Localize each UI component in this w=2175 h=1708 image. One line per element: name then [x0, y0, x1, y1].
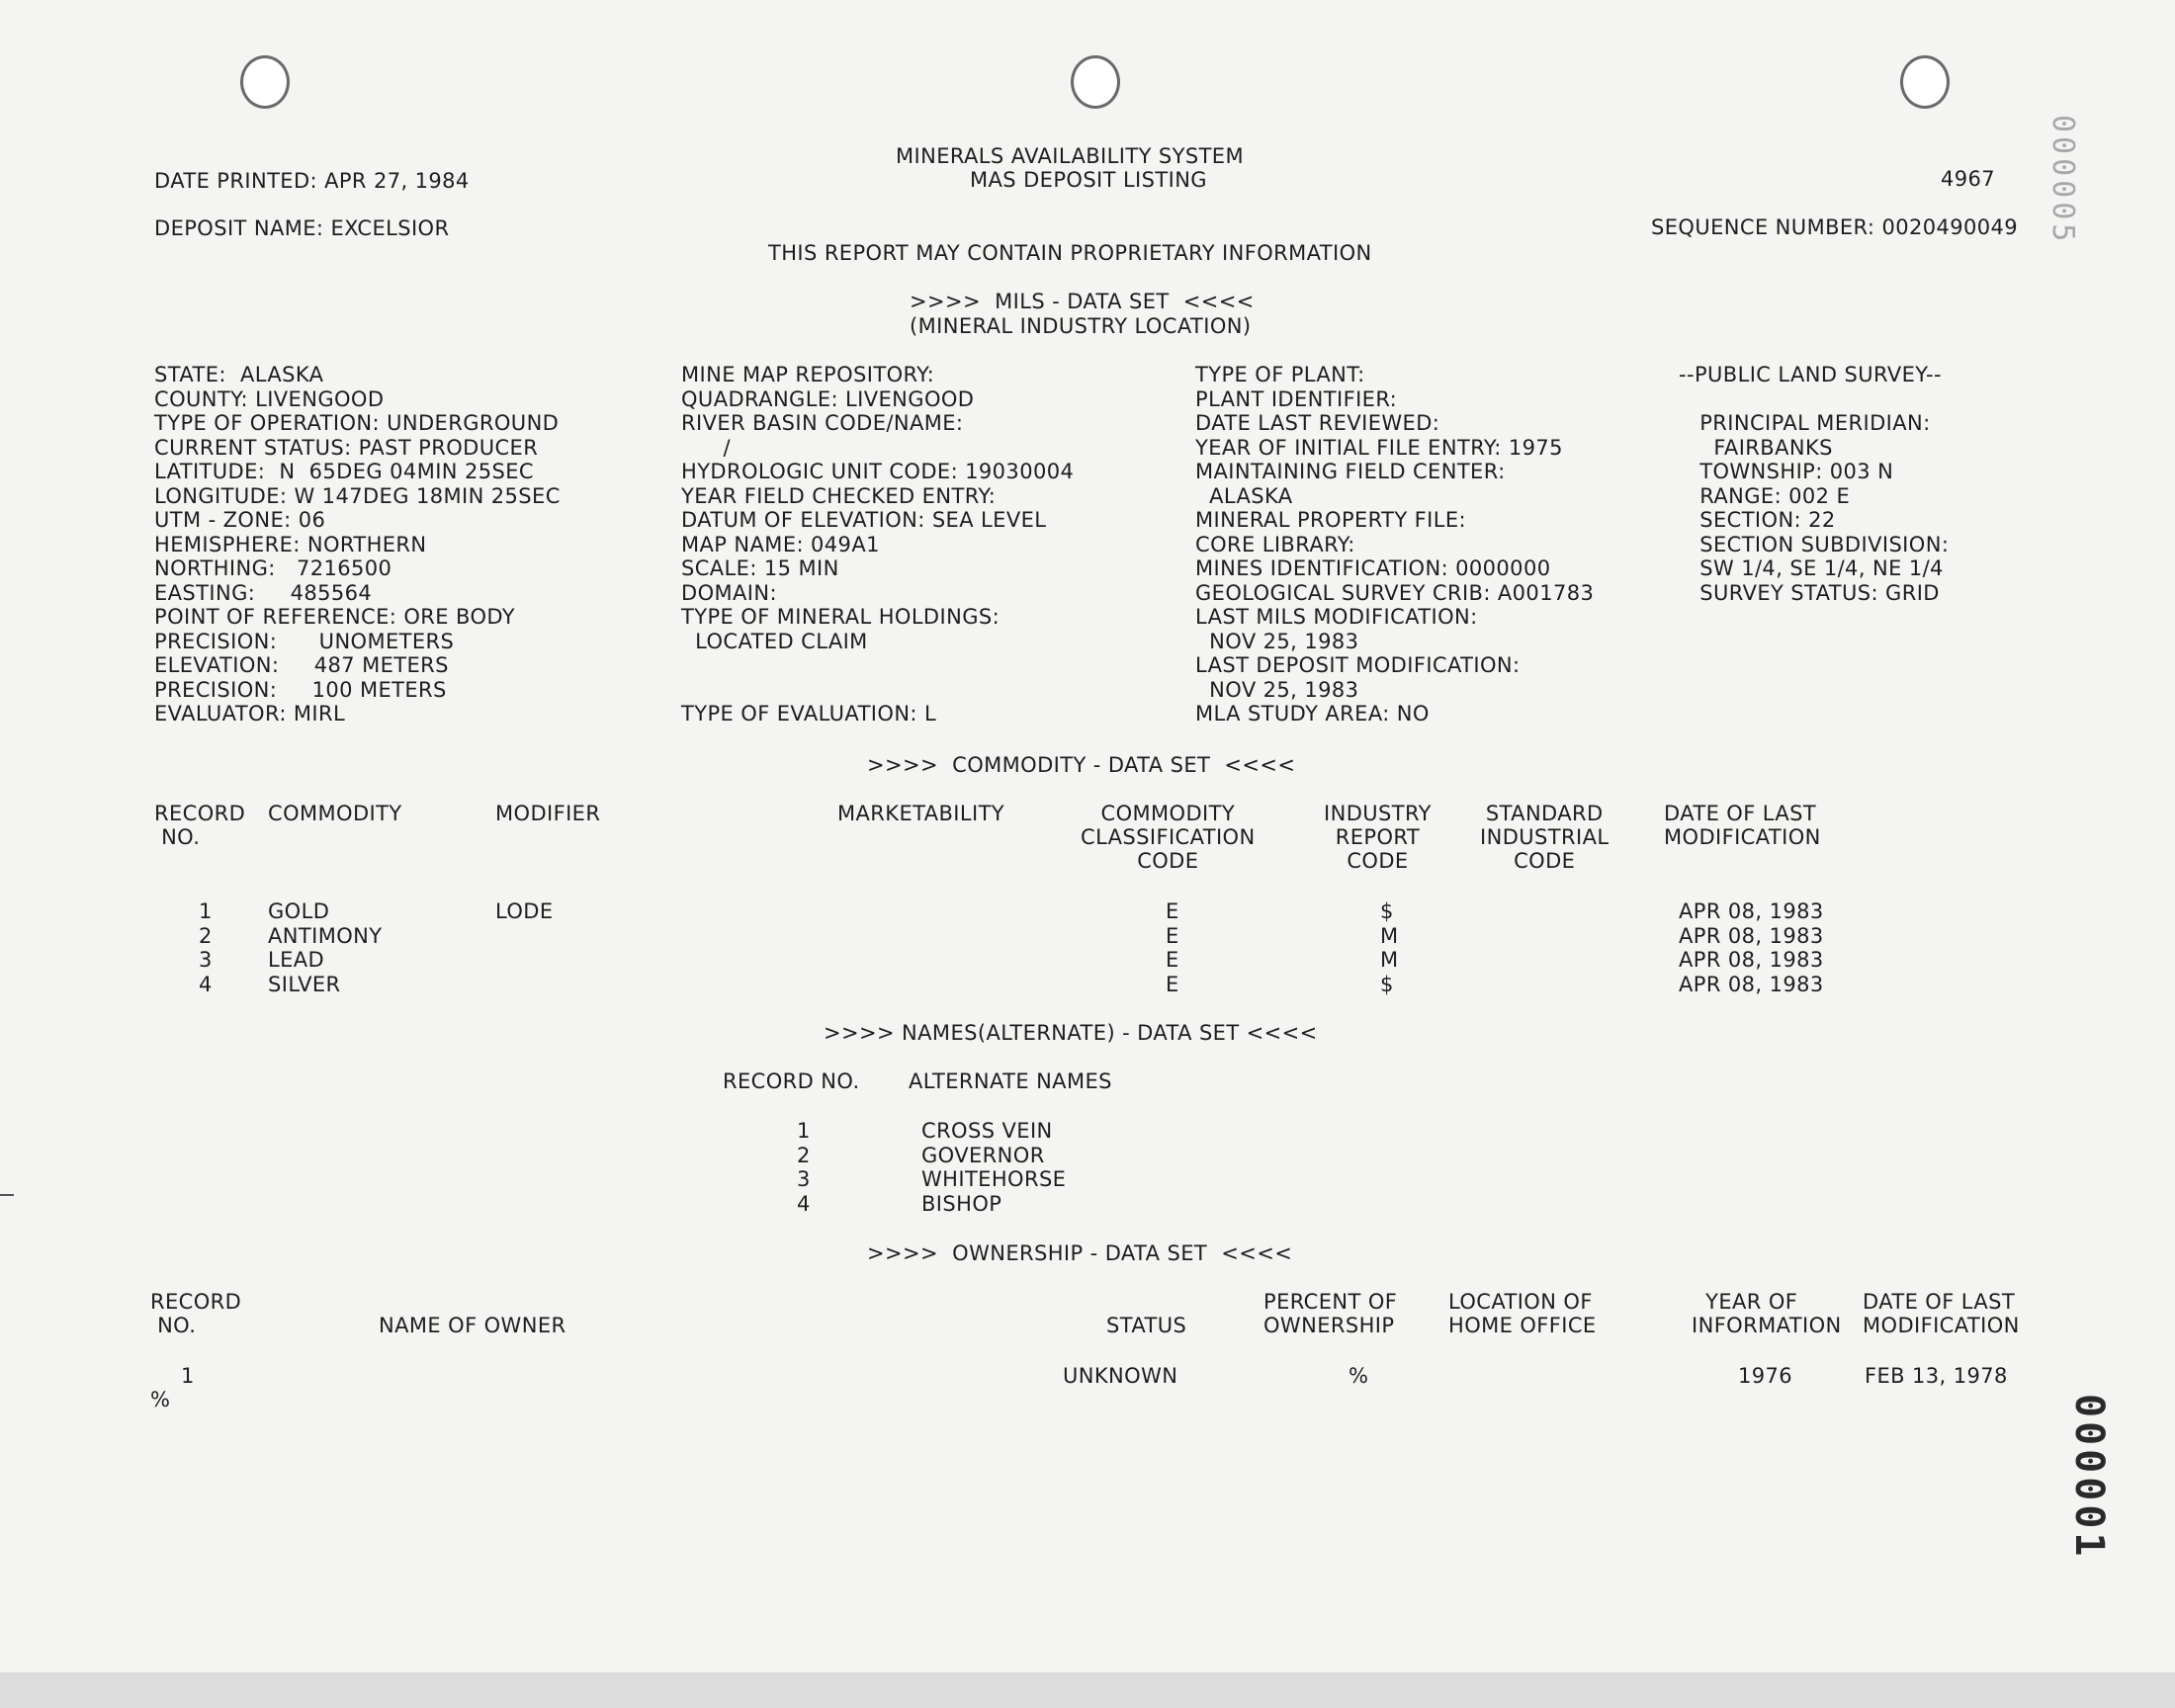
names-header-alternate: ALTERNATE NAMES: [909, 1069, 1112, 1093]
mils-field: TYPE OF MINERAL HOLDINGS:: [681, 605, 1000, 629]
mils-field: EVALUATOR: MIRL: [154, 702, 346, 726]
date-printed: DATE PRINTED: APR 27, 1984: [154, 169, 470, 193]
mils-section-subtitle: (MINERAL INDUSTRY LOCATION): [910, 314, 1252, 338]
mils-field: TYPE OF PLANT:: [1195, 363, 1365, 386]
commodity-record-no: 3: [199, 948, 213, 972]
commodity-class-code: E: [1166, 899, 1179, 923]
commodity-modifier: LODE: [495, 899, 554, 923]
mils-field: COUNTY: LIVENGOOD: [154, 386, 385, 411]
mils-field: SW 1/4, SE 1/4, NE 1/4: [1679, 556, 1944, 580]
commodity-class-code: E: [1166, 948, 1179, 972]
mils-field: MAINTAINING FIELD CENTER:: [1195, 460, 1506, 483]
mils-field: PRECISION: 100 METERS: [154, 677, 447, 702]
mils-field: NORTHING: 7216500: [154, 556, 392, 580]
mils-field: DATUM OF ELEVATION: SEA LEVEL: [681, 508, 1047, 532]
mils-field: LOCATED CLAIM: [681, 629, 868, 653]
mils-field: PRECISION: UNOMETERS: [154, 629, 455, 653]
punch-hole-right: [1900, 55, 1950, 109]
mils-field: MINERAL PROPERTY FILE:: [1195, 508, 1466, 532]
mils-field: ALASKA: [1195, 483, 1293, 508]
ownership-header-owner: NAME OF OWNER: [379, 1314, 566, 1337]
ownership-row-percent: %: [1348, 1364, 1369, 1388]
names-section-title: >>>> NAMES(ALTERNATE) - DATA SET <<<<: [824, 1021, 1318, 1045]
alternate-name: BISHOP: [921, 1191, 1002, 1216]
mils-field: STATE: ALASKA: [154, 363, 324, 386]
mils-field: YEAR FIELD CHECKED ENTRY:: [681, 483, 997, 508]
commodity-header-modifier: MODIFIER: [495, 802, 601, 825]
mils-field: DATE LAST REVIEWED:: [1195, 411, 1440, 435]
commodity-record-no: 1: [199, 899, 213, 923]
mils-field: SURVEY STATUS: GRID: [1679, 580, 1940, 605]
commodity-date: APR 08, 1983: [1679, 923, 1824, 948]
mils-field: MAP NAME: 049A1: [681, 532, 880, 556]
ownership-row-status: UNKNOWN: [1063, 1364, 1178, 1388]
commodity-header-sic: STANDARD INDUSTRIAL CODE: [1480, 802, 1610, 873]
ownership-header-status: STATUS: [1106, 1314, 1187, 1337]
mils-field: NOV 25, 1983: [1195, 629, 1359, 653]
mils-field: FAIRBANKS: [1679, 435, 1833, 460]
commodity-report-code: $: [1380, 899, 1394, 923]
mils-field: RIVER BASIN CODE/NAME:: [681, 411, 964, 435]
mils-field: QUADRANGLE: LIVENGOOD: [681, 386, 975, 411]
commodity-header-classification: COMMODITY CLASSIFICATION CODE: [1081, 802, 1256, 873]
alternate-record-no: 4: [797, 1191, 811, 1216]
commodity-date: APR 08, 1983: [1679, 899, 1824, 923]
mils-field: SECTION SUBDIVISION:: [1679, 532, 1950, 556]
mils-field: /: [681, 435, 731, 460]
punch-hole-left: [240, 55, 290, 109]
mils-field: YEAR OF INITIAL FILE ENTRY: 1975: [1195, 435, 1563, 460]
mils-field: CORE LIBRARY:: [1195, 532, 1355, 556]
mils-section-title: >>>> MILS - DATA SET <<<<: [910, 290, 1255, 313]
mils-field: MLA STUDY AREA: NO: [1195, 702, 1430, 726]
mils-field: MINES IDENTIFICATION: 0000000: [1195, 556, 1551, 580]
punch-hole-center: [1071, 55, 1120, 109]
mils-field: PRINCIPAL MERIDIAN:: [1679, 411, 1931, 435]
alternate-record-no: 3: [797, 1167, 811, 1191]
mils-field: GEOLOGICAL SURVEY CRIB: A001783: [1195, 580, 1595, 605]
commodity-record-no: 2: [199, 923, 213, 948]
commodity-class-code: E: [1166, 972, 1179, 996]
listing-title: MAS DEPOSIT LISTING: [970, 168, 1207, 192]
ownership-header-location: LOCATION OF HOME OFFICE: [1448, 1290, 1597, 1337]
ownership-header-year: YEAR OF INFORMATION: [1692, 1290, 1842, 1337]
mils-field: PLANT IDENTIFIER:: [1195, 386, 1398, 411]
commodity-name: GOLD: [268, 899, 330, 923]
ownership-row-no: 1: [181, 1364, 195, 1388]
mils-field: RANGE: 002 E: [1679, 483, 1851, 508]
margin-mark: [0, 1194, 14, 1196]
ownership-header-record: RECORD NO.: [150, 1290, 242, 1337]
mils-field: NOV 25, 1983: [1195, 677, 1359, 702]
stamp-number-bottom: 000001: [2066, 1394, 2112, 1561]
alternate-name: CROSS VEIN: [921, 1119, 1053, 1143]
mils-field: UTM - ZONE: 06: [154, 508, 326, 532]
ownership-header-percent: PERCENT OF OWNERSHIP: [1263, 1290, 1398, 1337]
mils-field: ELEVATION: 487 METERS: [154, 653, 449, 677]
page-number: 4967: [1941, 167, 1996, 191]
commodity-date: APR 08, 1983: [1679, 972, 1824, 996]
alternate-name: GOVERNOR: [921, 1143, 1045, 1167]
commodity-header-marketability: MARKETABILITY: [837, 802, 1005, 825]
alternate-name: WHITEHORSE: [921, 1167, 1067, 1191]
mils-field: MINE MAP REPOSITORY:: [681, 363, 935, 386]
commodity-name: SILVER: [268, 972, 341, 996]
mils-field: TYPE OF EVALUATION: L: [681, 702, 937, 726]
deposit-name: DEPOSIT NAME: EXCELSIOR: [154, 216, 450, 240]
commodity-record-no: 4: [199, 972, 213, 996]
alternate-record-no: 2: [797, 1143, 811, 1167]
commodity-header-commodity: COMMODITY: [268, 802, 402, 825]
mils-field: TYPE OF OPERATION: UNDERGROUND: [154, 411, 560, 435]
commodity-report-code: M: [1380, 948, 1399, 972]
commodity-report-code: M: [1380, 923, 1399, 948]
mils-field: LONGITUDE: W 147DEG 18MIN 25SEC: [154, 483, 561, 508]
ownership-header-date: DATE OF LAST MODIFICATION: [1863, 1290, 2020, 1337]
commodity-header-industry: INDUSTRY REPORT CODE: [1324, 802, 1432, 873]
mils-field: TOWNSHIP: 003 N: [1679, 460, 1894, 483]
trailing-percent-mark: %: [150, 1388, 171, 1411]
alternate-record-no: 1: [797, 1119, 811, 1143]
mils-field: POINT OF REFERENCE: ORE BODY: [154, 605, 516, 629]
mils-field: --PUBLIC LAND SURVEY--: [1679, 363, 1942, 386]
ownership-section-title: >>>> OWNERSHIP - DATA SET <<<<: [867, 1241, 1293, 1265]
mils-field: LAST DEPOSIT MODIFICATION:: [1195, 653, 1521, 677]
mils-field: LATITUDE: N 65DEG 04MIN 25SEC: [154, 460, 534, 483]
commodity-report-code: $: [1380, 972, 1394, 996]
mils-field: HEMISPHERE: NORTHERN: [154, 532, 427, 556]
commodity-name: ANTIMONY: [268, 923, 383, 948]
mils-field: HYDROLOGIC UNIT CODE: 19030004: [681, 460, 1075, 483]
mils-field: DOMAIN:: [681, 580, 777, 605]
mils-field: EASTING: 485564: [154, 580, 373, 605]
sequence-number: SEQUENCE NUMBER: 0020490049: [1651, 215, 2019, 239]
ownership-row-year: 1976: [1738, 1364, 1793, 1388]
commodity-header-date: DATE OF LAST MODIFICATION: [1664, 802, 1821, 849]
commodity-class-code: E: [1166, 923, 1179, 948]
mils-field: LAST MILS MODIFICATION:: [1195, 605, 1478, 629]
mils-field: CURRENT STATUS: PAST PRODUCER: [154, 435, 539, 460]
stamp-number-top: 000005: [2045, 115, 2080, 246]
commodity-date: APR 08, 1983: [1679, 948, 1824, 972]
commodity-name: LEAD: [268, 948, 325, 972]
commodity-section-title: >>>> COMMODITY - DATA SET <<<<: [867, 753, 1296, 777]
system-title: MINERALS AVAILABILITY SYSTEM: [896, 144, 1244, 168]
ownership-row-date: FEB 13, 1978: [1865, 1364, 2008, 1388]
proprietary-notice: THIS REPORT MAY CONTAIN PROPRIETARY INFORMATION: [768, 241, 1372, 265]
mils-field: SECTION: 22: [1679, 508, 1836, 532]
mils-field: SCALE: 15 MIN: [681, 556, 839, 580]
commodity-header-record: RECORD NO.: [154, 802, 246, 849]
names-header-record: RECORD NO.: [723, 1069, 860, 1093]
scan-bottom-edge: [0, 1672, 2175, 1708]
